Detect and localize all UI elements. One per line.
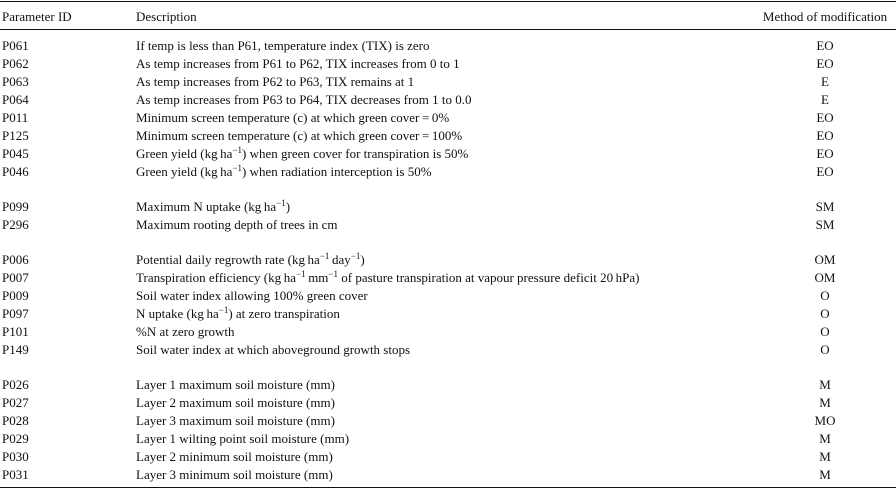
cell-description: Minimum screen temperature (c) at which green cover = 0% — [136, 110, 450, 125]
cell-parameter-id: P011 — [2, 110, 29, 125]
cell-description: Soil water index allowing 100% green cover — [136, 288, 368, 303]
cell-method: EO — [816, 146, 834, 161]
table-row — [0, 145, 896, 163]
cell-method: EO — [816, 110, 834, 125]
bottom-rule — [0, 487, 896, 488]
cell-parameter-id: P101 — [2, 324, 29, 339]
cell-parameter-id: P007 — [2, 270, 29, 285]
header-parameter-id: Parameter ID — [2, 9, 72, 24]
cell-parameter-id: P027 — [2, 395, 29, 410]
cell-description: Green yield (kg $ha^{-1}$) when radiation interception is 50% — [136, 163, 432, 179]
cell-description: If temp is less than P61, temperature index (TIX) is zero — [136, 38, 430, 53]
cell-method: E — [821, 74, 829, 89]
cell-method: OM — [814, 252, 836, 267]
cell-description: Soil water index at which aboveground growth stops — [136, 342, 411, 357]
table-row — [0, 305, 896, 323]
cell-description: Layer 1 wilting point soil moisture (mm) — [136, 431, 350, 446]
cell-parameter-id: P029 — [2, 431, 29, 446]
cell-parameter-id: P009 — [2, 288, 29, 303]
table-row — [0, 430, 896, 448]
table-row — [0, 109, 896, 127]
cell-parameter-id: P045 — [2, 146, 29, 161]
cell-method: M — [819, 395, 831, 410]
cell-method: EO — [816, 128, 834, 143]
cell-description: Potential daily regrowth rate (kg $ha^{-1}$ day$^{-1}$) — [136, 251, 365, 267]
cell-method: SM — [815, 217, 835, 232]
table-row — [0, 412, 896, 430]
cell-method: OM — [814, 270, 836, 285]
cell-description: Layer 2 minimum soil moisture (mm) — [136, 449, 333, 464]
table-row — [0, 216, 896, 234]
cell-description: Maximum rooting depth of trees in cm — [136, 217, 338, 232]
table-row — [0, 269, 896, 287]
cell-method: M — [819, 377, 831, 392]
table-row — [0, 127, 896, 145]
table-row — [0, 251, 896, 269]
cell-description: Layer 3 minimum soil moisture (mm) — [136, 467, 333, 482]
cell-description: Layer 1 maximum soil moisture (mm) — [136, 377, 335, 392]
cell-parameter-id: P061 — [2, 38, 29, 53]
cell-description: Transpiration efficiency (kg $ha^{-1}$ $mm^{-1}$ of pasture transpiration at vapour pressure deficit 20 hPa) — [136, 269, 640, 285]
cell-parameter-id: P125 — [2, 128, 29, 143]
table-row — [0, 466, 896, 484]
cell-parameter-id: P046 — [2, 164, 29, 179]
cell-parameter-id: P296 — [2, 217, 29, 232]
table-row — [0, 198, 896, 216]
cell-parameter-id: P097 — [2, 306, 29, 321]
cell-method: O — [820, 324, 830, 339]
header-description: Description — [136, 9, 197, 24]
cell-parameter-id: P028 — [2, 413, 29, 428]
top-rule — [0, 1, 896, 2]
cell-method: EO — [816, 56, 834, 71]
table-row — [0, 91, 896, 109]
table-row — [0, 73, 896, 91]
cell-parameter-id: P006 — [2, 252, 29, 267]
cell-description: %N at zero growth — [136, 324, 235, 339]
cell-method: O — [820, 306, 830, 321]
cell-description: As temp increases from P63 to P64, TIX decreases from 1 to 0.0 — [136, 92, 472, 107]
cell-method: O — [820, 342, 830, 357]
cell-description: Maximum N uptake (kg $ha^{-1}$) — [136, 198, 291, 214]
cell-description: N uptake (kg $ha^{-1}$) at zero transpiration — [136, 305, 340, 321]
table-row — [0, 163, 896, 181]
cell-parameter-id: P099 — [2, 199, 29, 214]
cell-parameter-id: P064 — [2, 92, 29, 107]
table-row — [0, 287, 896, 305]
cell-parameter-id: P026 — [2, 377, 29, 392]
table-row — [0, 394, 896, 412]
cell-method: M — [819, 449, 831, 464]
cell-method: SM — [815, 199, 835, 214]
cell-description: Layer 3 maximum soil moisture (mm) — [136, 413, 335, 428]
cell-parameter-id: P031 — [2, 467, 29, 482]
table-row — [0, 55, 896, 73]
table-row — [0, 37, 896, 55]
table-row — [0, 448, 896, 466]
cell-description: Minimum screen temperature (c) at which green cover = 100% — [136, 128, 463, 143]
cell-description: As temp increases from P62 to P63, TIX remains at 1 — [136, 74, 415, 89]
cell-method: E — [821, 92, 829, 107]
cell-parameter-id: P062 — [2, 56, 29, 71]
cell-method: M — [819, 467, 831, 482]
cell-parameter-id: P030 — [2, 449, 29, 464]
cell-method: EO — [816, 164, 834, 179]
table-row — [0, 323, 896, 341]
cell-description: Layer 2 maximum soil moisture (mm) — [136, 395, 335, 410]
cell-method: O — [820, 288, 830, 303]
cell-description: Green yield (kg $ha^{-1}$) when green cover for transpiration is 50% — [136, 145, 469, 161]
cell-description: As temp increases from P61 to P62, TIX increases from 0 to 1 — [136, 56, 460, 71]
cell-method: MO — [814, 413, 836, 428]
header-method: Method of modification — [762, 9, 888, 24]
cell-parameter-id: P063 — [2, 74, 29, 89]
cell-parameter-id: P149 — [2, 342, 29, 357]
table-row — [0, 376, 896, 394]
cell-method: M — [819, 431, 831, 446]
header-rule — [0, 29, 896, 30]
cell-method: EO — [816, 38, 834, 53]
table-row — [0, 341, 896, 359]
